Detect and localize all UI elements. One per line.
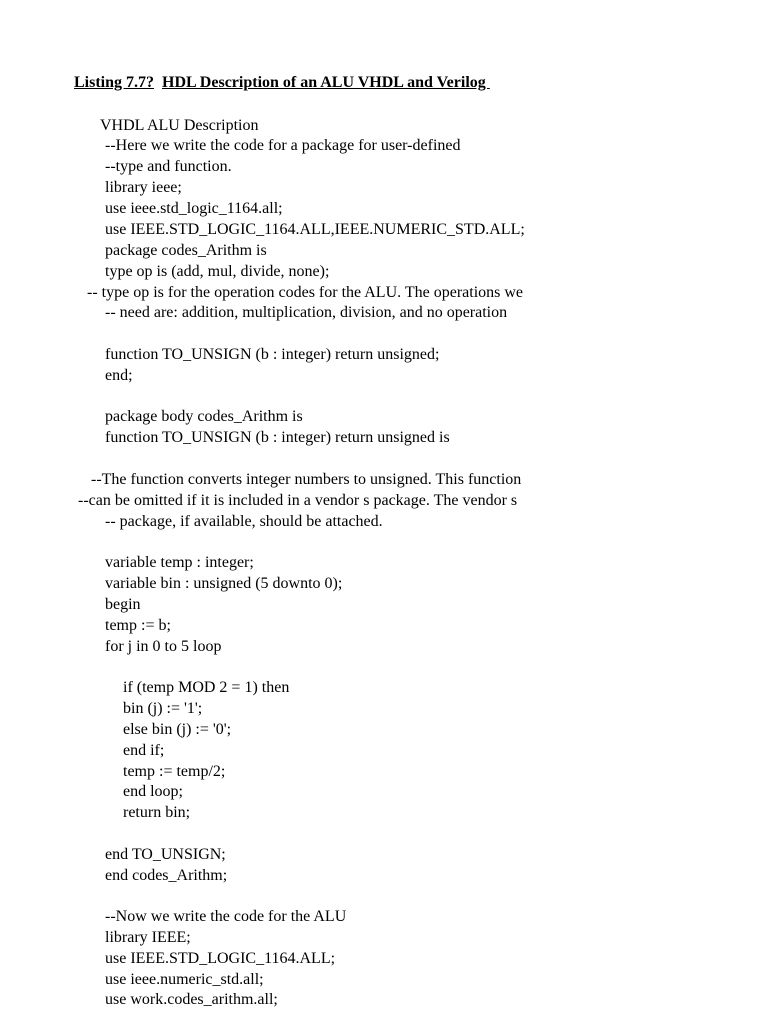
code-line: --can be omitted if it is included in a vendor s package. The vendor s [78, 492, 518, 509]
code-line: temp := temp/2; [123, 763, 226, 780]
listing-number: Listing 7.7? [74, 74, 155, 91]
code-line: if (temp MOD 2 = 1) then [123, 679, 290, 696]
code-line: -- need are: addition, multiplication, division, and no operation [105, 304, 508, 321]
listing-title [74, 73, 490, 93]
code-line: --type and function. [105, 158, 232, 175]
code-line: temp := b; [105, 617, 171, 634]
code-line: variable temp : integer; [105, 554, 254, 571]
code-line: end if; [123, 742, 165, 759]
code-line: --Now we write the code for the ALU [105, 908, 347, 925]
code-line: package body codes_Arithm is [105, 408, 303, 425]
code-line: VHDL ALU Description [100, 117, 259, 134]
code-line: end; [105, 367, 133, 384]
code-line: variable bin : unsigned (5 downto 0); [105, 575, 343, 592]
code-line: function TO_UNSIGN (b : integer) return unsigned; [105, 346, 440, 363]
code-line: -- type op is for the operation codes for the ALU. The operations we [87, 284, 524, 301]
code-line: use work.codes_arithm.all; [105, 991, 278, 1008]
code-line: bin (j) := '1'; [123, 700, 203, 717]
code-line: use ieee.std_logic_1164.all; [105, 200, 283, 217]
code-line: library ieee; [105, 179, 182, 196]
listing-heading: HDL Description of an ALU VHDL and Verilog [162, 74, 490, 91]
code-line: -- package, if available, should be attached. [105, 513, 383, 530]
code-line: --The function converts integer numbers to unsigned. This function [91, 471, 522, 488]
code-line: use IEEE.STD_LOGIC_1164.ALL,IEEE.NUMERIC_STD.ALL; [105, 221, 525, 238]
code-line: use IEEE.STD_LOGIC_1164.ALL; [105, 950, 336, 967]
code-line: library IEEE; [105, 929, 191, 946]
code-line: use ieee.numeric_std.all; [105, 971, 264, 988]
code-line: end codes_Arithm; [105, 867, 228, 884]
code-line: return bin; [123, 804, 191, 821]
code-line: for j in 0 to 5 loop [105, 638, 222, 655]
code-line: type op is (add, mul, divide, none); [105, 263, 330, 280]
code-line: end TO_UNSIGN; [105, 846, 226, 863]
code-line: function TO_UNSIGN (b : integer) return unsigned is [105, 429, 450, 446]
code-line: begin [105, 596, 141, 613]
code-line: package codes_Arithm is [105, 242, 267, 259]
code-line: end loop; [123, 783, 183, 800]
code-line: else bin (j) := '0'; [123, 721, 232, 738]
code-line: --Here we write the code for a package for user-defined [105, 137, 461, 154]
